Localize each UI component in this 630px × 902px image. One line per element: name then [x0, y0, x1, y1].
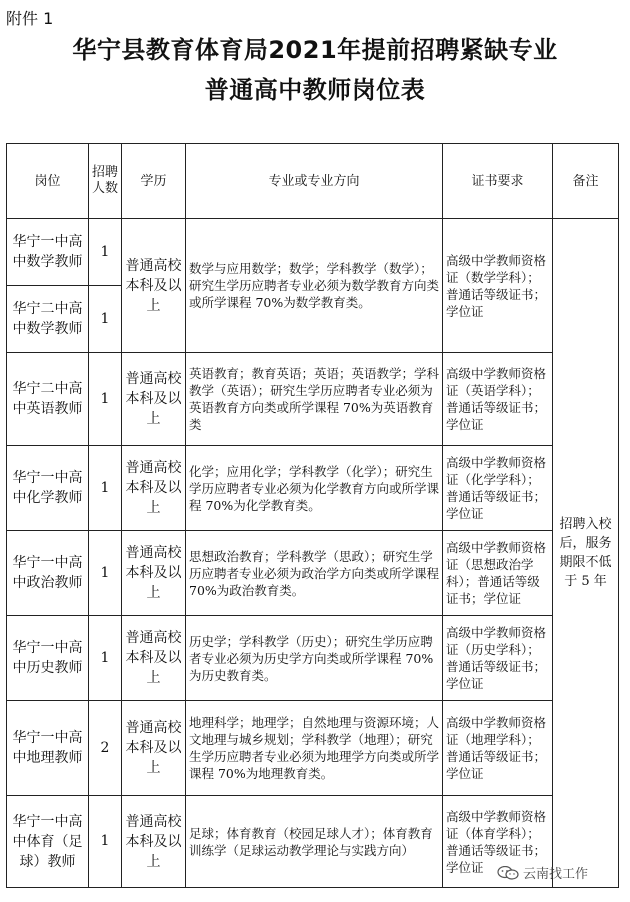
cell-certificate: 高级中学教师资格证（思想政治学科）；普通话等级证书；学位证	[443, 531, 553, 616]
cell-education: 普通高校本科及以上	[122, 796, 186, 888]
cell-post: 华宁一中高中地理教师	[7, 701, 89, 796]
cell-major: 英语教育；教育英语；英语；英语教学；学科教学（英语）；研究生学历应聘者专业必须为英语教育方向类或所学课程 70%为英语教育类	[186, 353, 443, 446]
table-row	[7, 353, 619, 446]
table-row	[7, 219, 619, 286]
cell-number: 1	[89, 446, 122, 531]
cell-education: 普通高校本科及以上	[122, 616, 186, 701]
cell-post: 华宁一中高中体育（足球）教师	[7, 796, 89, 888]
page-title-line2: 普通高中教师岗位表	[204, 76, 426, 104]
cell-education: 普通高校本科及以上	[122, 353, 186, 446]
cell-post: 华宁一中高中政治教师	[7, 531, 89, 616]
cell-post: 华宁一中高中历史教师	[7, 616, 89, 701]
header-major: 专业或专业方向	[186, 144, 443, 219]
cell-certificate: 高级中学教师资格证（数学学科）；普通话等级证书；学位证	[443, 219, 553, 353]
cell-certificate: 高级中学教师资格证（英语学科）；普通话等级证书；学位证	[443, 353, 553, 446]
cell-post: 华宁一中高中数学教师	[7, 219, 89, 286]
cell-major: 数学与应用数学；数学；学科教学（数学）；研究生学历应聘者专业必须为数学教育方向类或所学课程 70%为数学教育类。	[186, 219, 443, 353]
cell-education: 普通高校本科及以上	[122, 701, 186, 796]
cell-number: 1	[89, 353, 122, 446]
cell-major: 化学；应用化学；学科教学（化学）；研究生学历应聘者专业必须为化学教育方向或所学课程 70%为化学教育类。	[186, 446, 443, 531]
table-header-row	[7, 144, 619, 219]
wechat-icon	[497, 866, 519, 880]
table-row	[7, 616, 619, 701]
page-title-line1: 华宁县教育体育局2021年提前招聘紧缺专业	[72, 36, 558, 64]
cell-number: 1	[89, 286, 122, 353]
cell-education: 普通高校本科及以上	[122, 531, 186, 616]
cell-major: 思想政治教育；学科教学（思政）；研究生学历应聘者专业必须为政治学方向类或所学课程 70%为政治教育类。	[186, 531, 443, 616]
cell-certificate: 高级中学教师资格证（化学学科）；普通话等级证书；学位证	[443, 446, 553, 531]
cell-education: 普通高校本科及以上	[122, 446, 186, 531]
watermark-text: 云南找工作	[523, 867, 589, 882]
header-number: 招聘人数	[89, 144, 122, 219]
cell-number: 1	[89, 531, 122, 616]
cell-number: 1	[89, 219, 122, 286]
cell-certificate: 高级中学教师资格证（地理学科）；普通话等级证书；学位证	[443, 701, 553, 796]
cell-number: 1	[89, 616, 122, 701]
cell-number: 2	[89, 701, 122, 796]
header-education: 学历	[122, 144, 186, 219]
annex-label: 附件 1	[6, 9, 54, 28]
cell-post: 华宁二中高中英语教师	[7, 353, 89, 446]
cell-certificate: 高级中学教师资格证（体育学科）；普通话等级证书；学位证	[443, 796, 553, 888]
cell-post: 华宁二中高中数学教师	[7, 286, 89, 353]
header-note: 备注	[553, 144, 619, 219]
header-post: 岗位	[7, 144, 89, 219]
cell-number: 1	[89, 796, 122, 888]
cell-major: 地理科学；地理学；自然地理与资源环境；人文地理与城乡规划；学科教学（地理）；研究生学历应聘者专业必须为地理学方向类或所学课程 70%为地理教育类。	[186, 701, 443, 796]
watermark	[497, 863, 588, 882]
header-certificate: 证书要求	[443, 144, 553, 219]
cell-certificate: 高级中学教师资格证（历史学科）；普通话等级证书；学位证	[443, 616, 553, 701]
cell-major: 历史学；学科教学（历史）；研究生学历应聘者专业必须为历史学方向类或所学课程 70%为历史教育类。	[186, 616, 443, 701]
recruitment-table	[6, 143, 619, 888]
cell-note: 招聘入校后，服务期限不低于 5 年	[553, 219, 619, 888]
table-row	[7, 701, 619, 796]
cell-education: 普通高校本科及以上	[122, 219, 186, 353]
cell-major: 足球；体育教育（校园足球人才）；体育教育训练学（足球运动教学理论与实践方向）	[186, 796, 443, 888]
table-row	[7, 531, 619, 616]
table-row	[7, 446, 619, 531]
cell-post: 华宁一中高中化学教师	[7, 446, 89, 531]
